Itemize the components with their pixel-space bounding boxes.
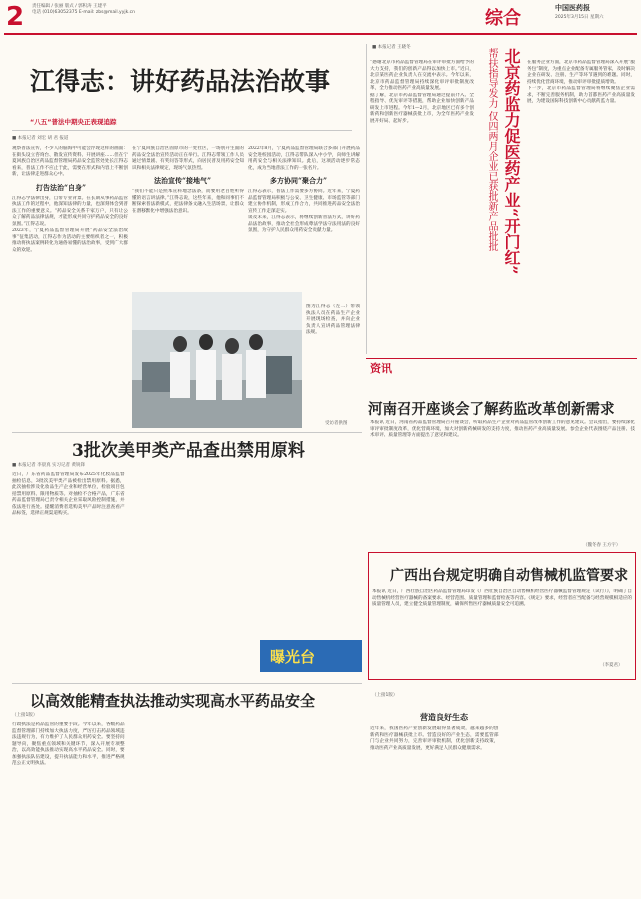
- henan-body: 本报讯 近日，河南省药品监督管理局召开座谈会，听取药品生产企业对药品监管改革创新工作的意见建议。会议指出，要持续深化审评审批制度改革，优化营商环境，加大对创新药械研发的支持力度，推动医药产业高质量发展。参会企业代表围绕产品注册、技术审评、质量管理等方面提出了意见和建议。: [370, 420, 635, 438]
- side-column-1: [370, 60, 474, 356]
- side-vertical-subtitle: 帮扶指导发力 仅四两月企业已获批新产品批批: [486, 48, 497, 252]
- lead-column-2: [132, 146, 244, 290]
- paper-name: 中国医药报: [555, 3, 590, 12]
- lab-photo-illustration: [132, 292, 302, 428]
- side-column-2: [527, 60, 635, 356]
- lead-subhead-3: 多方协同“聚合力”: [270, 176, 328, 185]
- side-para-3: 在服务企业方面，北京市药品监督管理局深入开展“服务包”制度，为重点企业配备专属服务管家，及时解决企业在研发、注册、生产等环节遇到的难题。同时，持续优化营商环境，推动审评审批提质增效。: [527, 60, 635, 85]
- lab-photo: [132, 292, 302, 428]
- guangxi-body: 本报讯 近日，广西壮族自治区药品监督管理局印发《广西壮族自治区自动售械机经营医疗器械监督管理规定（试行）》，明确了自动售械机经营医疗器械的备案要求、经营范围、质量管理和监督检查等内容。《规定》要求，经营者应当配备与经营规模相适应的质量管理人员，建立健全质量管理制度，确保所售医疗器械质量安全可追溯。: [372, 589, 632, 607]
- bottom-right-byline: （上接1版）: [372, 693, 398, 698]
- side-para-4: 下一步，北京市药品监督管理局将继续聚焦企业需求，不断完善服务机制，助力首都医药产业高质量发展，为建设国际科技创新中心贡献药监力量。: [527, 86, 635, 104]
- editor-meta: 责任编辑 / 张丽 版式 / 郭积涛 王建平 电话 (010)63052375 E-mail: zbs@mail.yyjk.cn: [32, 4, 135, 15]
- mid-rule: [12, 432, 362, 433]
- guangxi-headline: 广西出台规定明确自动售械机监管要求: [390, 568, 628, 584]
- lead-para-3: 2023年，宁夏药品监督管理局开展“药品安全法治故事”征集活动，江得志作为活动的主要组织者之一，积极推动将执法案例转化为通俗易懂的法治故事，受到广大群众的欢迎。: [12, 228, 128, 253]
- guangxi-credit: （李夏君）: [600, 663, 623, 668]
- lead-column-1: [12, 146, 128, 360]
- lead-subhead-1: 打告法治“自身”: [36, 182, 87, 192]
- bottom-left-byline: （上接1版）: [12, 713, 38, 718]
- photo-credit: 受访者供图: [325, 421, 348, 426]
- bottom-left-headline: 以高效能精查执法推动实现高水平药品安全: [30, 692, 316, 710]
- lead-headline: 江得志：讲好药品法治故事: [30, 67, 331, 96]
- issue-date: 2025年3月15日 星期六: [555, 15, 604, 20]
- lead-para-5: “我们不能只是照本宣科地念法条，而要用老百姓听得懂的语言讲法律。”江得志说，这些年来，他和同事们不断探索普法新模式，把法律条文融入生活场景，让群众在潜移默化中增强法治意识。: [132, 189, 244, 214]
- side-byline: ■ 本报记者 王晓冬: [372, 45, 411, 50]
- exposure-banner: [260, 640, 362, 672]
- lead-para-4: 在宁夏回族自治区固原市的一处社区，一场别开生面的药品安全法治宣传活动正在举行。江得志带领工作人员通过情景剧、有奖问答等形式，向居民普及用药安全知识和相关法律规定，现场气氛热烈。: [132, 146, 244, 171]
- lead-byline: ■ 本报记者 刘宏 胡 君 报道: [12, 136, 69, 141]
- header-rule: [4, 33, 637, 35]
- banner-text: 曝光台: [270, 648, 316, 666]
- lead-para-8: 谈及未来，江得志表示，将继续创新普法方式，讲好药品法治故事，推动全社会形成尊法学法守法用法的良好氛围，为守护人民群众用药安全贡献力量。: [248, 215, 360, 233]
- bottom-left-body: 行政执法是药品监管的重要手段。今年以来，各级药品监督管理部门持续加大执法力度，严厉打击药品领域违法违规行为，有力维护了人民群众用药安全。要坚持问题导向，聚焦重点领域和关键环节，深入开展专项整治，以高效能执法推动实现高水平药品安全。同时，要加强执法队伍建设，提升执法能力和水平，推进严格规范公正文明执法。: [12, 722, 125, 766]
- side-para-2: 据了解，北京市药品监督管理局通过提前介入、全程指导、优先审评等措施，帮助企业加快创新产品研发上市进程。今年1—2月，北京地区已有多个创新药和创新医疗器械获批上市，为全年医药产业发展开好局、起好步。: [370, 92, 474, 124]
- henan-headline: 河南召开座谈会了解药监改革创新需求: [368, 401, 615, 418]
- lead-rule: [12, 130, 352, 131]
- lead-subhead-2: 法治宣传“接地气”: [154, 176, 212, 185]
- mid-body: 近日，广东省药品监督管理局发布2025年化妆品监督抽检信息，3批次美甲类产品被检出禁用原料。据悉，此次抽检涉及化妆品生产企业和经营单位，检验项目包括禁用原料、限用物质等。对抽检不合格产品，广东省药品监督管理局已责令相关企业采取风险控制措施，并依法进行查处。提醒消费者选购美甲产品时注意查看产品标签，选择正规渠道购买。: [12, 472, 125, 516]
- photo-caption: 图为江得志（左二）带领执法人员在药品生产企业开展现场检查，并向企业负责人宣讲药品管理法律法规。: [306, 304, 360, 335]
- henan-credit: （魏冬春 王方宇）: [583, 543, 621, 548]
- news-section-label: 资讯: [370, 362, 392, 375]
- lead-para-1: 观察普法宣传，不少人的脑海中可能会浮现这样的画面：在街头设立咨询台、散发宣传资料、开展讲座……但在宁夏回族自治区药品监督管理局药品安全监管处处长江得志看来，普法工作不应止于此，需要在形式和内容上不断创新，让法律走进群众心中。: [12, 146, 128, 177]
- lead-para-6: 2022年8月，宁夏药品监督管理局联合多部门开展药品安全进校园活动，江得志带队深入中小学，向师生讲解用药安全与相关法律知识。此后，这项活动逐步常态化，成为当地普法工作的一张名片。: [248, 146, 360, 171]
- page-number: 2: [6, 2, 25, 32]
- mid-byline: ■ 本报记者 李晨真 实习记者 黄锐锋: [12, 463, 85, 468]
- bottom-right-headline: 营造良好生态: [420, 712, 468, 722]
- news-rule: [366, 358, 637, 359]
- side-para-1: “感谢北京市药品监督管理局在审评审批方面给予的大力支持，我们的创新产品得以加快上市。”近日，北京某医药企业负责人在交流中表示。今年以来，北京市药品监督管理局持续深化审评审批制度改革，全力推动医药产业高质量发展。: [370, 60, 474, 91]
- lead-para-7: 江得志表示，普法工作需要多方协同。近年来，宁夏药品监督管理局积极与公安、卫生健康、市场监管等部门建立协作机制，形成工作合力，共同推进药品安全法治宣传工作走深走实。: [248, 189, 360, 214]
- section-label: 综合: [485, 8, 521, 29]
- bottom-rule: [12, 683, 362, 684]
- bottom-right-body: 近年来，我国医药产业创新发展取得显著成效，越来越多的创新药和医疗器械获批上市。营造良好的产业生态，需要监管部门与企业共同努力，完善审评审批机制，优化创新支持政策，推动医药产业高质量发展，更好满足人民群众健康需求。: [370, 726, 499, 751]
- side-vertical-title: 北京药监力促医药产业“开门红”: [502, 48, 521, 275]
- lead-para-2: 江得志学法律出身，自带专业背景。在长期从事药品监管执法工作的过程中，他深知法律的力量，也深刻体会到普法工作的重要意义。“药品安全关系千家万户，只有让公众了解药品法律法规，才能形成共同守护药品安全的良好氛围。”江得志说。: [12, 195, 128, 227]
- lead-kicker: “八五”普法中期央正表现追踪: [30, 118, 117, 126]
- mid-headline: 3批次美甲类产品查出禁用原料: [72, 441, 305, 461]
- column-divider: [366, 44, 367, 354]
